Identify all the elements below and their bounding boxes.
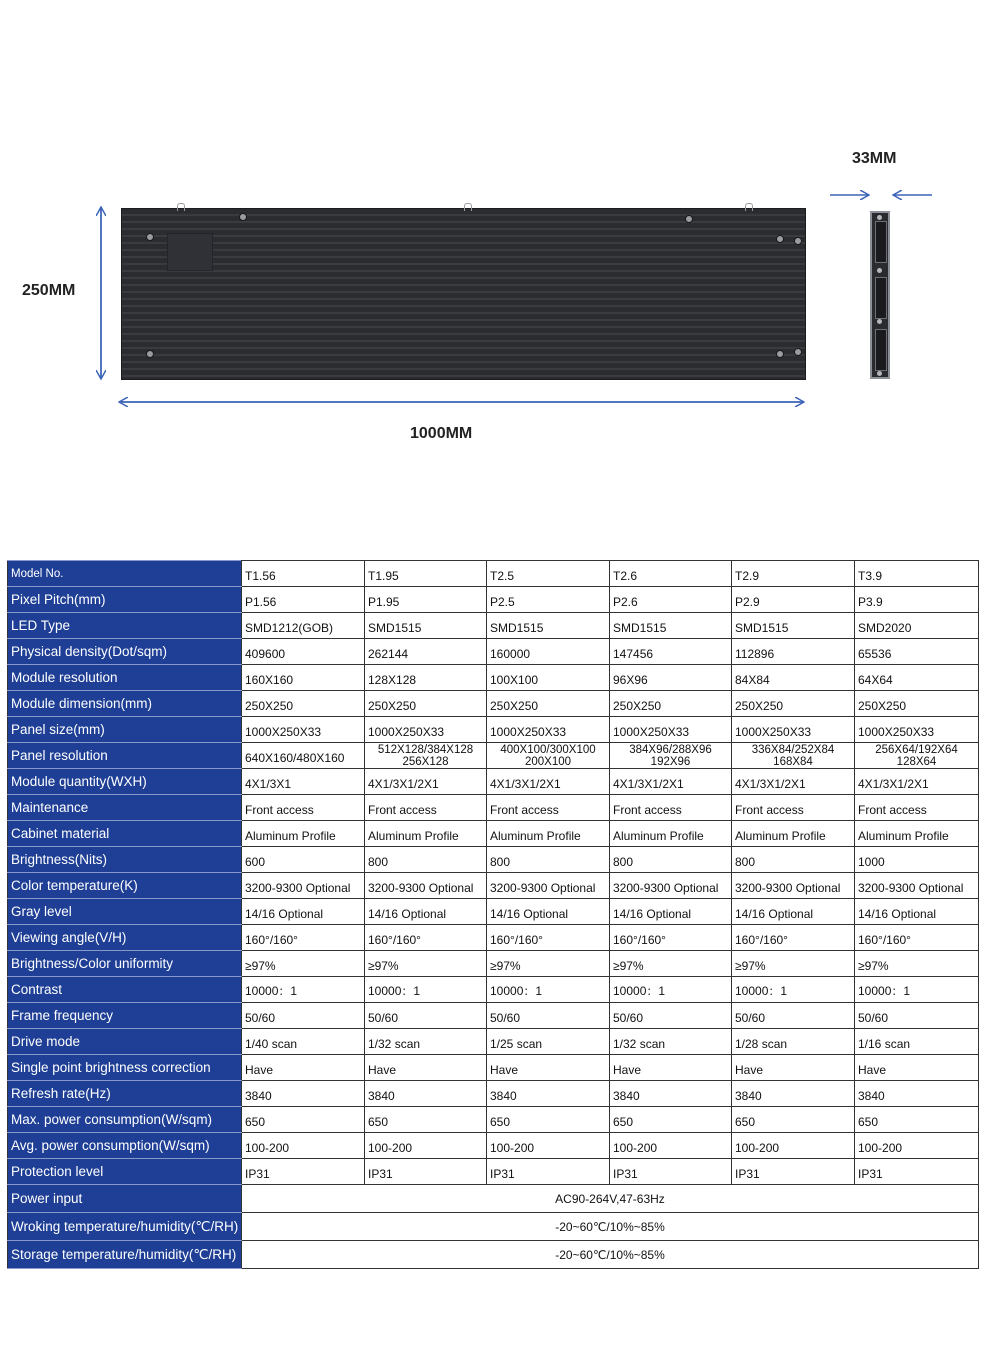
table-row [8, 1241, 979, 1269]
table-row [8, 925, 979, 951]
table-row [8, 873, 979, 899]
table-cell: 3200-9300 Optional [242, 873, 365, 899]
table-cell: SMD2020 [855, 613, 979, 639]
table-cell: 4X1/3X1/2X1 [610, 769, 732, 795]
table-cell: 250X250 [855, 691, 979, 717]
row-label: Module resolution [8, 665, 242, 691]
screw-icon [776, 235, 784, 243]
table-cell: 650 [610, 1107, 732, 1133]
table-cell: 650 [487, 1107, 610, 1133]
table-cell: 100-200 [487, 1133, 610, 1159]
table-cell: 336X84/252X84 168X84 [732, 743, 855, 769]
table-cell: 1/16 scan [855, 1029, 979, 1055]
table-row [8, 1107, 979, 1133]
table-row [8, 951, 979, 977]
table-cell: 409600 [242, 639, 365, 665]
table-cell: Aluminum Profile [610, 821, 732, 847]
table-row [8, 1159, 979, 1185]
table-cell: Front access [732, 795, 855, 821]
table-cell: 100-200 [242, 1133, 365, 1159]
table-cell: IP31 [732, 1159, 855, 1185]
table-cell: 147456 [610, 639, 732, 665]
table-cell: 100-200 [855, 1133, 979, 1159]
table-row [8, 821, 979, 847]
width-label: 1000MM [410, 425, 473, 442]
table-cell: 100-200 [732, 1133, 855, 1159]
row-label: Color temperature(K) [8, 873, 242, 899]
table-cell: 10000：1 [242, 977, 365, 1003]
table-cell: 3200-9300 Optional [610, 873, 732, 899]
table-cell: 112896 [732, 639, 855, 665]
table-cell: 50/60 [242, 1003, 365, 1029]
table-cell: 650 [242, 1107, 365, 1133]
table-cell: 10000：1 [855, 977, 979, 1003]
table-cell: 384X96/288X96 192X96 [610, 743, 732, 769]
model-name-cell: T3.9 [855, 561, 979, 587]
table-cell: Have [487, 1055, 610, 1081]
table-cell: 640X160/480X160 [242, 743, 365, 769]
row-label: Wroking temperature/humidity(℃/RH) [8, 1213, 242, 1241]
table-cell: 800 [487, 847, 610, 873]
screw-icon [776, 350, 784, 358]
model-name-cell: T2.5 [487, 561, 610, 587]
screw-icon [146, 233, 154, 241]
table-cell: 1000X250X33 [610, 717, 732, 743]
table-cell: 100-200 [610, 1133, 732, 1159]
table-cell: P3.9 [855, 587, 979, 613]
table-cell: 262144 [365, 639, 487, 665]
table-cell: 50/60 [732, 1003, 855, 1029]
table-cell: ≥97% [487, 951, 610, 977]
table-cell: 3840 [732, 1081, 855, 1107]
table-cell: 160°/160° [855, 925, 979, 951]
row-label: Module quantity(WXH) [8, 769, 242, 795]
table-cell: 10000：1 [365, 977, 487, 1003]
side-bracket [875, 329, 887, 371]
row-label: Pixel Pitch(mm) [8, 587, 242, 613]
table-cell: 10000：1 [487, 977, 610, 1003]
table-row [8, 847, 979, 873]
table-cell: P2.9 [732, 587, 855, 613]
table-cell: 1/40 scan [242, 1029, 365, 1055]
table-row [8, 665, 979, 691]
table-cell: SMD1515 [610, 613, 732, 639]
table-cell: 3200-9300 Optional [487, 873, 610, 899]
screw-icon [239, 213, 247, 221]
table-cell: 4X1/3X1/2X1 [855, 769, 979, 795]
table-cell: 160°/160° [365, 925, 487, 951]
table-cell: IP31 [365, 1159, 487, 1185]
table-cell: 800 [365, 847, 487, 873]
table-cell: SMD1212(GOB) [242, 613, 365, 639]
table-cell: 3840 [610, 1081, 732, 1107]
row-label: Viewing angle(V/H) [8, 925, 242, 951]
table-row [8, 691, 979, 717]
table-cell: 800 [610, 847, 732, 873]
table-cell: 3200-9300 Optional [365, 873, 487, 899]
table-cell: 250X250 [732, 691, 855, 717]
model-name-cell: T1.56 [242, 561, 365, 587]
table-cell: 160°/160° [487, 925, 610, 951]
table-cell: Aluminum Profile [487, 821, 610, 847]
table-cell: Front access [242, 795, 365, 821]
table-cell: 250X250 [487, 691, 610, 717]
table-cell: SMD1515 [732, 613, 855, 639]
table-cell: 1000X250X33 [855, 717, 979, 743]
height-label: 250MM [22, 282, 76, 299]
table-row [8, 743, 979, 769]
row-label: Refresh rate(Hz) [8, 1081, 242, 1107]
table-row [8, 717, 979, 743]
row-label: Panel resolution [8, 743, 242, 769]
depth-label: 33MM [852, 150, 897, 167]
table-cell: 100X100 [487, 665, 610, 691]
table-cell: 14/16 Optional [487, 899, 610, 925]
table-cell: 1/32 scan [365, 1029, 487, 1055]
table-cell: Front access [855, 795, 979, 821]
table-header-row [8, 561, 979, 587]
row-label: Frame frequency [8, 1003, 242, 1029]
table-cell: 14/16 Optional [732, 899, 855, 925]
panel-side-view [870, 211, 890, 379]
row-label: Drive mode [8, 1029, 242, 1055]
table-cell: 14/16 Optional [855, 899, 979, 925]
table-cell: 160000 [487, 639, 610, 665]
table-cell: Have [242, 1055, 365, 1081]
table-cell: 1000X250X33 [365, 717, 487, 743]
row-label: Brightness/Color uniformity [8, 951, 242, 977]
table-cell: Have [610, 1055, 732, 1081]
row-label: Model No. [8, 561, 242, 587]
row-label: Physical density(Dot/sqm) [8, 639, 242, 665]
table-cell: 65536 [855, 639, 979, 665]
table-cell: 14/16 Optional [610, 899, 732, 925]
table-cell: 1/25 scan [487, 1029, 610, 1055]
table-cell: IP31 [242, 1159, 365, 1185]
table-cell: 250X250 [610, 691, 732, 717]
hook-icon [464, 203, 472, 211]
table-cell: 50/60 [365, 1003, 487, 1029]
table-row [8, 1003, 979, 1029]
table-cell: P2.6 [610, 587, 732, 613]
table-cell: IP31 [487, 1159, 610, 1185]
row-label: Storage temperature/humidity(℃/RH) [8, 1241, 242, 1269]
table-cell: P1.95 [365, 587, 487, 613]
panel-front-view [121, 208, 806, 380]
table-cell: 4X1/3X1/2X1 [365, 769, 487, 795]
row-label: Maintenance [8, 795, 242, 821]
table-cell: 4X1/3X1/2X1 [732, 769, 855, 795]
screw-icon [146, 350, 154, 358]
table-cell: 250X250 [242, 691, 365, 717]
table-cell: P2.5 [487, 587, 610, 613]
table-cell: 1/32 scan [610, 1029, 732, 1055]
table-cell: 160°/160° [610, 925, 732, 951]
row-label: Gray level [8, 899, 242, 925]
table-cell: 50/60 [855, 1003, 979, 1029]
table-cell: 3200-9300 Optional [732, 873, 855, 899]
table-cell: 160°/160° [732, 925, 855, 951]
table-cell: Aluminum Profile [242, 821, 365, 847]
table-cell: Have [855, 1055, 979, 1081]
table-row [8, 639, 979, 665]
table-cell: 250X250 [365, 691, 487, 717]
table-row [8, 1133, 979, 1159]
table-cell: IP31 [610, 1159, 732, 1185]
table-cell: SMD1515 [365, 613, 487, 639]
table-cell: Aluminum Profile [732, 821, 855, 847]
table-cell: 650 [732, 1107, 855, 1133]
table-cell: 100-200 [365, 1133, 487, 1159]
row-label: Single point brightness correction [8, 1055, 242, 1081]
table-cell: Aluminum Profile [855, 821, 979, 847]
table-cell: 400X100/300X100 200X100 [487, 743, 610, 769]
table-cell: 4X1/3X1 [242, 769, 365, 795]
table-cell: 512X128/384X128 256X128 [365, 743, 487, 769]
table-cell: Have [732, 1055, 855, 1081]
side-bracket [875, 221, 887, 263]
screw-icon [794, 237, 802, 245]
hook-icon [177, 203, 185, 211]
table-cell: 14/16 Optional [242, 899, 365, 925]
specification-table-body [8, 561, 979, 1269]
table-cell: 3840 [365, 1081, 487, 1107]
side-bracket [875, 277, 887, 319]
table-cell: 1000 [855, 847, 979, 873]
table-cell: 160X160 [242, 665, 365, 691]
specification-table [7, 560, 979, 1269]
table-cell: 3840 [855, 1081, 979, 1107]
table-row [8, 1081, 979, 1107]
table-cell: 14/16 Optional [365, 899, 487, 925]
table-cell: Have [365, 1055, 487, 1081]
table-cell: ≥97% [732, 951, 855, 977]
panel-plate [167, 233, 213, 271]
screw-icon [877, 371, 882, 376]
table-row [8, 1029, 979, 1055]
table-cell: 1000X250X33 [732, 717, 855, 743]
table-cell: 3200-9300 Optional [855, 873, 979, 899]
table-cell: 4X1/3X1/2X1 [487, 769, 610, 795]
table-row [8, 977, 979, 1003]
table-cell: Front access [365, 795, 487, 821]
table-cell: 1000X250X33 [487, 717, 610, 743]
screw-icon [877, 268, 882, 273]
screw-icon [877, 319, 882, 324]
table-cell: 50/60 [610, 1003, 732, 1029]
row-label: Max. power consumption(W/sqm) [8, 1107, 242, 1133]
row-label: Panel size(mm) [8, 717, 242, 743]
dimension-figure [0, 0, 1000, 520]
table-cell: P1.56 [242, 587, 365, 613]
table-cell: 128X128 [365, 665, 487, 691]
table-cell: Aluminum Profile [365, 821, 487, 847]
hook-icon [745, 203, 753, 211]
table-cell: 256X64/192X64 128X64 [855, 743, 979, 769]
table-cell: 96X96 [610, 665, 732, 691]
table-row [8, 587, 979, 613]
table-cell: Front access [487, 795, 610, 821]
table-cell: 1000X250X33 [242, 717, 365, 743]
screw-icon [794, 348, 802, 356]
table-row [8, 1055, 979, 1081]
table-cell: 3840 [242, 1081, 365, 1107]
table-cell: ≥97% [242, 951, 365, 977]
table-cell: 800 [732, 847, 855, 873]
row-label: Cabinet material [8, 821, 242, 847]
screw-icon [685, 215, 693, 223]
table-cell: 50/60 [487, 1003, 610, 1029]
table-cell: Front access [610, 795, 732, 821]
table-row [8, 613, 979, 639]
table-row [8, 795, 979, 821]
table-cell: 650 [855, 1107, 979, 1133]
table-row [8, 769, 979, 795]
row-label: Contrast [8, 977, 242, 1003]
screw-icon [877, 215, 882, 220]
model-name-cell: T2.9 [732, 561, 855, 587]
table-row [8, 1213, 979, 1241]
table-cell: 10000：1 [610, 977, 732, 1003]
table-cell: ≥97% [365, 951, 487, 977]
table-cell: IP31 [855, 1159, 979, 1185]
table-row [8, 1185, 979, 1213]
row-label: Avg. power consumption(W/sqm) [8, 1133, 242, 1159]
table-cell: SMD1515 [487, 613, 610, 639]
table-row [8, 899, 979, 925]
table-cell: 10000：1 [732, 977, 855, 1003]
table-cell-spanned: -20~60℃/10%~85% [242, 1241, 979, 1269]
table-cell: 600 [242, 847, 365, 873]
table-cell: 1/28 scan [732, 1029, 855, 1055]
row-label: Module dimension(mm) [8, 691, 242, 717]
row-label: LED Type [8, 613, 242, 639]
table-cell: 84X84 [732, 665, 855, 691]
table-cell: 160°/160° [242, 925, 365, 951]
table-cell: 3840 [487, 1081, 610, 1107]
table-cell: 650 [365, 1107, 487, 1133]
row-label: Power input [8, 1185, 242, 1213]
row-label: Protection level [8, 1159, 242, 1185]
model-name-cell: T1.95 [365, 561, 487, 587]
row-label: Brightness(Nits) [8, 847, 242, 873]
table-cell: 64X64 [855, 665, 979, 691]
model-name-cell: T2.6 [610, 561, 732, 587]
table-cell-spanned: -20~60℃/10%~85% [242, 1213, 979, 1241]
table-cell-spanned: AC90-264V,47-63Hz [242, 1185, 979, 1213]
table-cell: ≥97% [610, 951, 732, 977]
table-cell: ≥97% [855, 951, 979, 977]
